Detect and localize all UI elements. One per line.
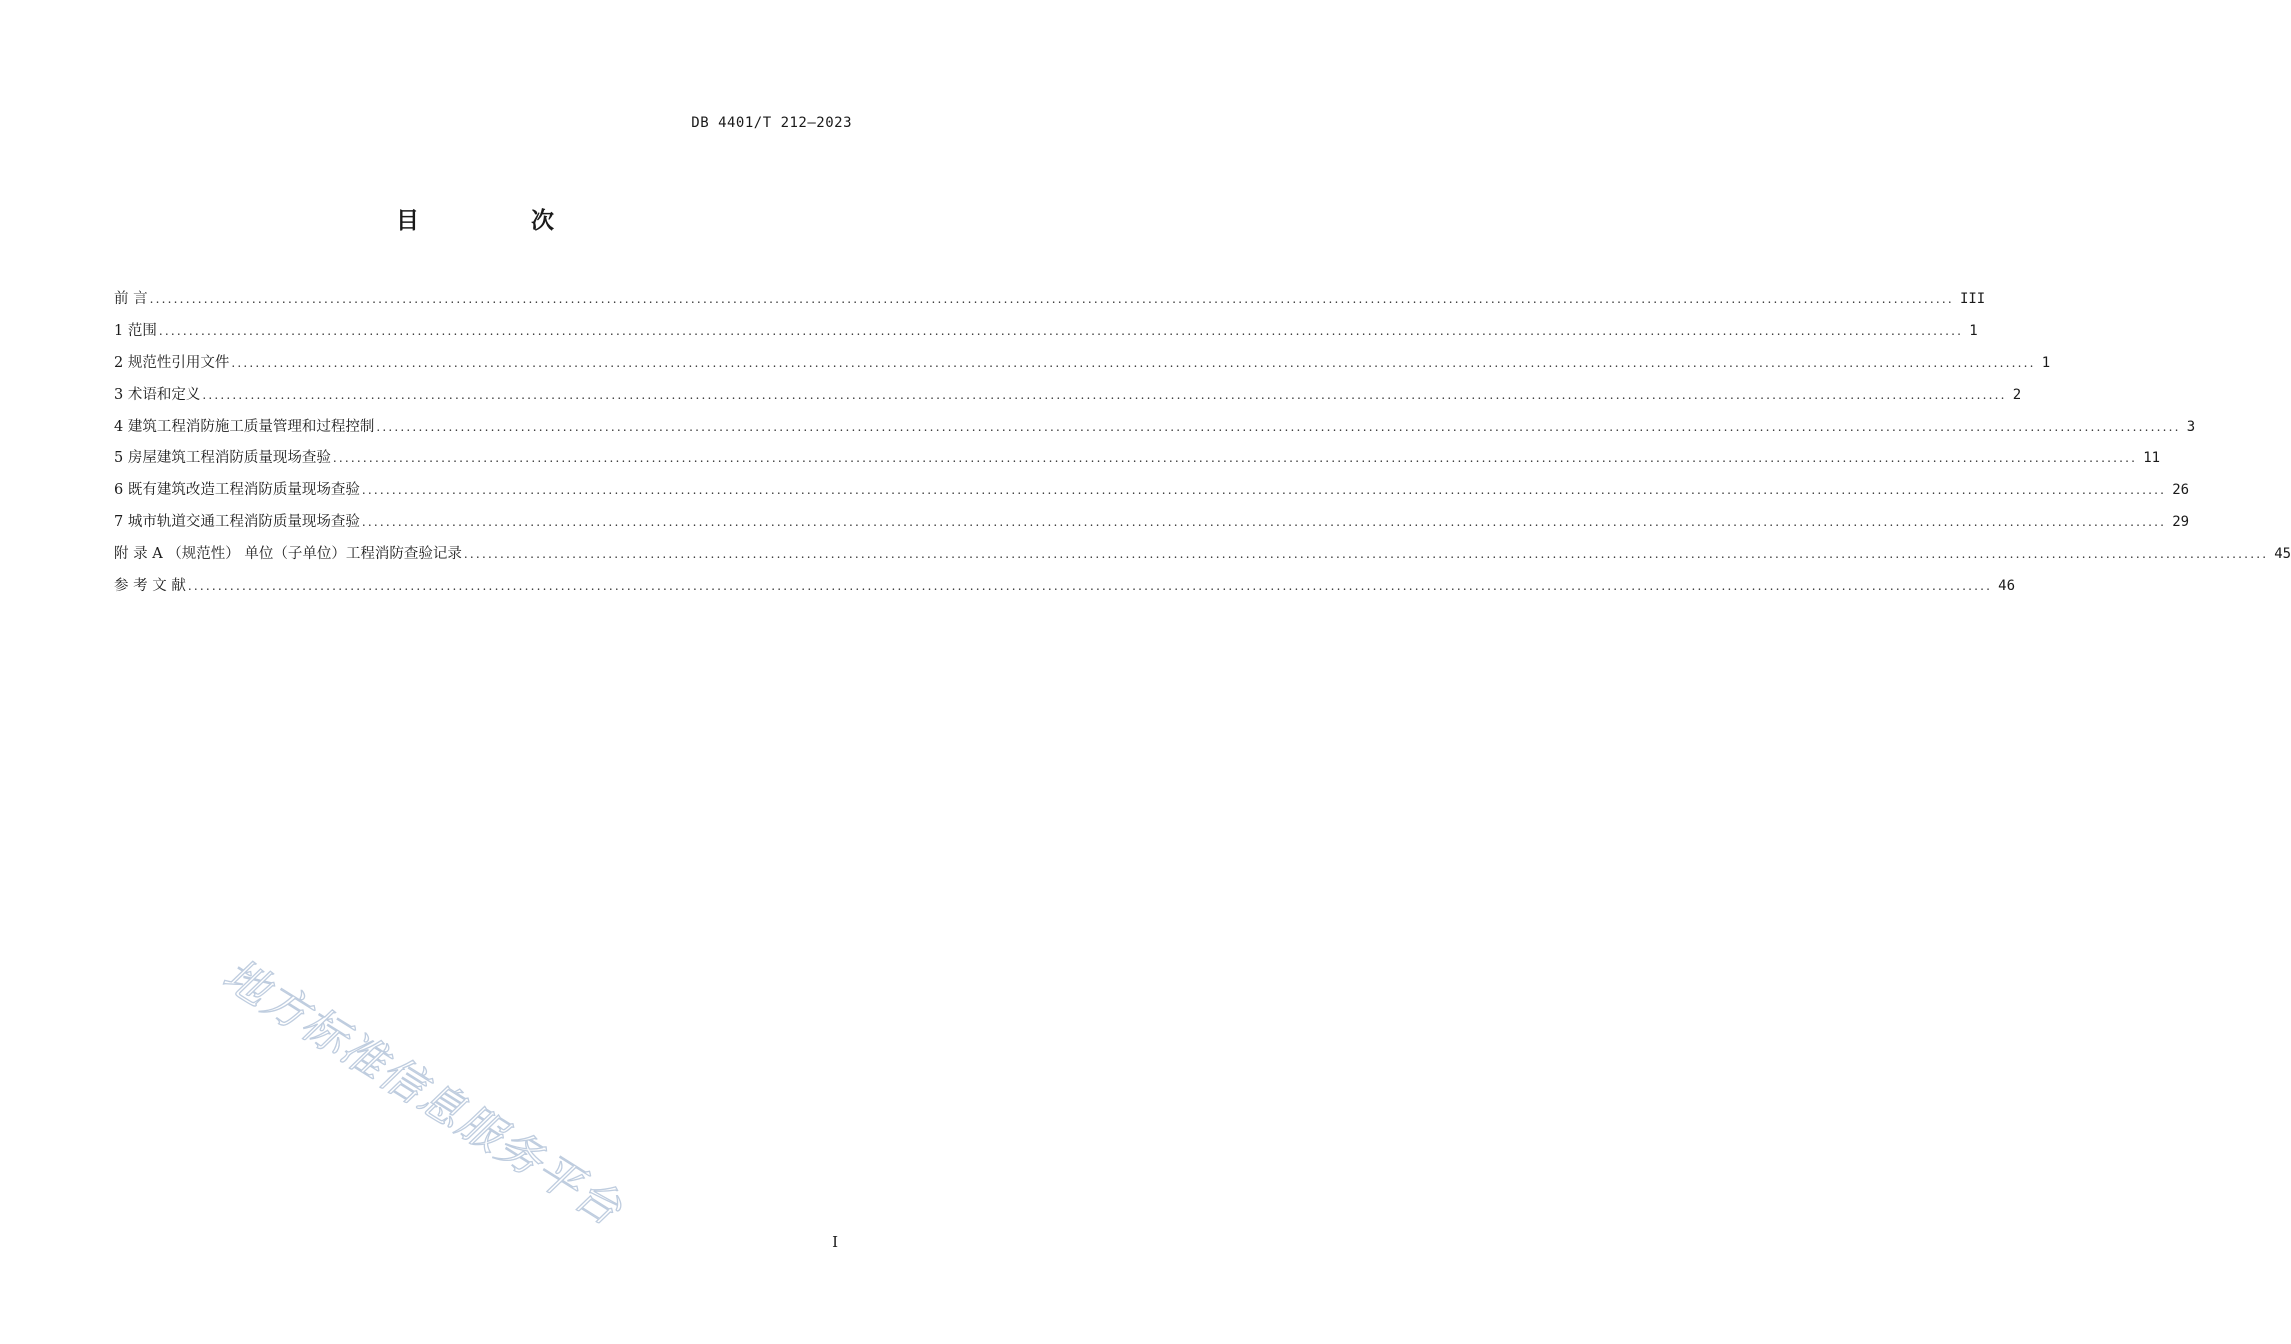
toc-entry-page: III — [1959, 291, 1986, 307]
toc-entry-page: 3 — [2186, 418, 2196, 435]
toc-entry-page: 45 — [2274, 546, 2291, 563]
toc-entry-label: 参 考 文 献 — [114, 578, 186, 595]
toc-entry-label: 2 规范性引用文件 — [114, 354, 230, 371]
toc-entry-label: 3 术语和定义 — [114, 386, 201, 403]
toc-entry-scope[interactable] — [114, 319, 1978, 351]
toc-entry-section-4[interactable] — [114, 415, 2196, 447]
toc-entry-label: 7 城市轨道交通工程消防质量现场查验 — [114, 514, 360, 531]
toc-entry-normative-references[interactable] — [114, 351, 2051, 383]
toc-dot-leader: ............................................................................................................................................................................................................................................................................................................ — [463, 547, 2269, 562]
toc-entry-terms[interactable] — [114, 383, 2022, 415]
toc-entry-label: 6 既有建筑改造工程消防质量现场查验 — [114, 482, 360, 499]
toc-entry-label: 1 范围 — [114, 322, 157, 339]
toc-entry-page: 46 — [1998, 578, 2016, 595]
toc-entry-page: 26 — [2172, 482, 2190, 499]
toc-entry-page: 1 — [1969, 322, 1978, 339]
toc-dot-leader: ............................................................................................................................................................................................................................................................................................................ — [187, 579, 1993, 594]
toc-dot-leader: ............................................................................................................................................................................................................................................................................................................ — [332, 451, 2138, 466]
toc-dot-leader: ............................................................................................................................................................................................................................................................................................................ — [158, 323, 1964, 338]
toc-entry-section-5[interactable] — [114, 446, 2161, 478]
page-number: I — [832, 1233, 838, 1251]
toc-entry-label: 5 房屋建筑工程消防质量现场查验 — [114, 450, 331, 467]
toc-entry-bibliography[interactable] — [114, 574, 2016, 606]
toc-entry-foreword[interactable] — [114, 287, 1986, 319]
toc-dot-leader: ............................................................................................................................................................................................................................................................................................................ — [202, 387, 2007, 402]
toc-entry-label: 附 录 A （规范性） 单位（子单位）工程消防查验记录 — [114, 546, 462, 563]
page-title: 目 次 — [395, 208, 606, 234]
toc-entry-section-6[interactable] — [114, 478, 2190, 510]
toc-dot-leader: ............................................................................................................................................................................................................................................................................................................ — [361, 483, 2167, 498]
document-code: DB 4401/T 212—2023 — [691, 115, 852, 131]
toc-dot-leader: ............................................................................................................................................................................................................................................................................................................ — [231, 355, 2036, 370]
toc-entry-page: 11 — [2143, 450, 2161, 467]
toc-entry-page: 2 — [2012, 386, 2022, 403]
table-of-contents — [114, 287, 2291, 606]
watermark-text: 地方标准信息服务平台 — [214, 949, 632, 1237]
toc-entry-page: 1 — [2041, 354, 2051, 371]
toc-entry-appendix-a[interactable] — [114, 542, 2291, 574]
toc-entry-label: 前 言 — [114, 291, 148, 307]
toc-dot-leader: ............................................................................................................................................................................................................................................................................................................ — [149, 292, 1954, 306]
toc-dot-leader: ............................................................................................................................................................................................................................................................................................................ — [361, 515, 2167, 530]
toc-entry-page: 29 — [2172, 514, 2190, 531]
toc-entry-label: 4 建筑工程消防施工质量管理和过程控制 — [114, 418, 375, 435]
toc-dot-leader: ............................................................................................................................................................................................................................................................................................................ — [376, 419, 2181, 434]
toc-entry-section-7[interactable] — [114, 510, 2190, 542]
